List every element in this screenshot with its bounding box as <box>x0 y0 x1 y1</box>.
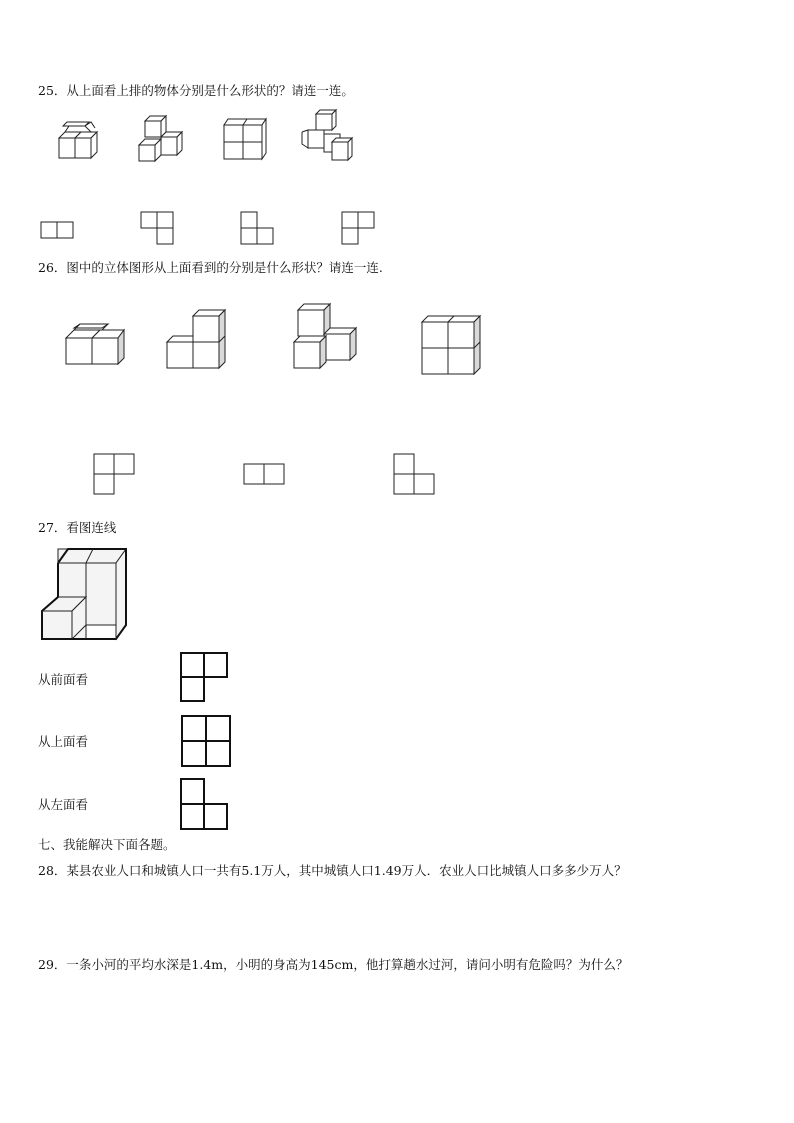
q26-text: 26．图中的立体图形从上面看到的分别是什么形状？请连一连. <box>38 260 383 275</box>
q28-text: 28．某县农业人口和城镇人口一共有5.1万人，其中城镇人口1.49万人．农业人口比城镇人口多多少万人？ <box>38 863 627 878</box>
q25-solid-4 <box>298 108 356 164</box>
q26-top-view-2 <box>243 463 287 487</box>
q26-solid-1 <box>62 320 126 368</box>
q25-solid-1 <box>55 120 105 164</box>
q26-solid-3 <box>290 300 360 372</box>
q27-label-top: 从上面看 <box>38 734 89 749</box>
q27-view-top <box>180 714 232 768</box>
q27-label-front: 从前面看 <box>38 672 89 687</box>
q25-solid-3 <box>220 115 270 163</box>
q26-solid-4 <box>420 312 486 378</box>
section7-heading: 七、我能解决下面各题。 <box>38 837 176 852</box>
q29-text: 29．一条小河的平均水深是1.4m，小明的身高为145cm，他打算趟水过河，请问小明有危险吗？为什么？ <box>38 957 629 972</box>
q25-text: 25．从上面看上排的物体分别是什么形状的？请连一连。 <box>38 83 354 98</box>
q27-view-front <box>180 652 230 704</box>
q25-top-view-1 <box>40 221 76 239</box>
q27-solid <box>38 547 130 645</box>
q27-label-left: 从左面看 <box>38 797 89 812</box>
q27-view-left <box>180 778 230 832</box>
q25-top-view-4 <box>341 211 377 247</box>
q25-solid-2 <box>135 113 187 165</box>
q26-top-view-3 <box>393 453 437 497</box>
q26-top-view-1 <box>93 453 137 497</box>
q25-top-view-2 <box>140 211 176 247</box>
q25-top-view-3 <box>240 211 276 247</box>
q26-solid-2 <box>163 306 229 372</box>
q27-text: 27．看图连线 <box>38 520 117 535</box>
